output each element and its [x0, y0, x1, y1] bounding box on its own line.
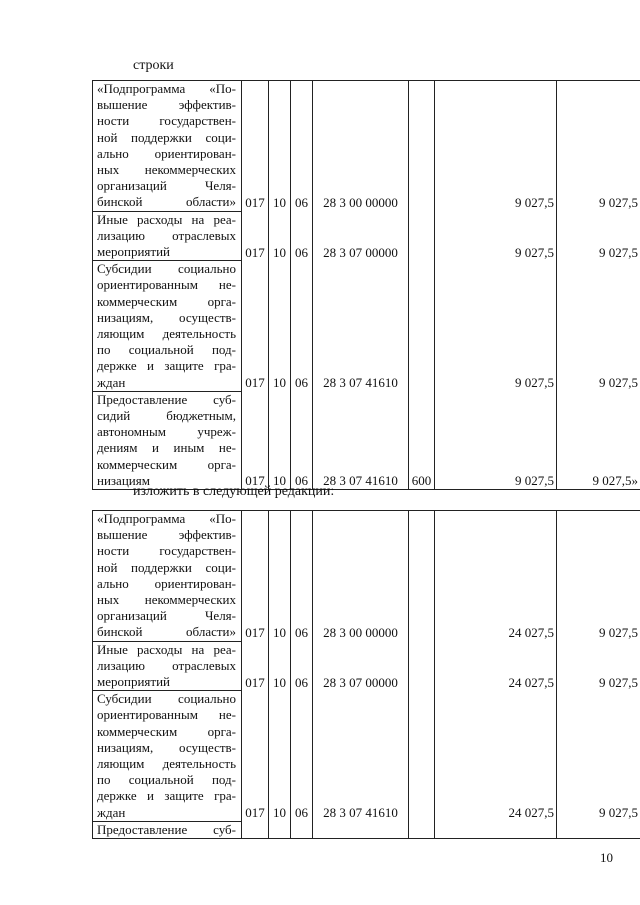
amount-year-2-cell: 9 027,5 — [557, 641, 640, 691]
expense-name-line: Предоставление суб- — [97, 821, 236, 837]
amount-year-1-cell: 9 027,5 — [435, 391, 557, 489]
replacement-instruction: изложить в следующей редакции: — [133, 484, 335, 499]
subsection-code-cell — [291, 821, 313, 838]
expense-name-cell — [93, 641, 242, 691]
expense-name-line: ориентированным не- — [97, 277, 236, 293]
expense-name-line: ных некоммерческих — [97, 592, 236, 608]
expense-name-line: ждан — [97, 374, 126, 390]
expense-name-line: низациям, осуществ- — [97, 309, 236, 325]
table-row — [93, 81, 640, 212]
expense-name-line: ной поддержки соци- — [97, 559, 236, 575]
page-number: 10 — [600, 850, 613, 865]
amount-year-1-cell — [435, 821, 557, 838]
target-article-code-cell: 28 3 07 00000 — [313, 641, 409, 691]
expense-name-cell — [93, 211, 242, 261]
amount-year-2-cell: 9 027,5 — [557, 691, 640, 822]
expense-name-line: лизацию отраслевых — [97, 227, 236, 243]
expense-name-line: Иные расходы на реа- — [97, 641, 236, 657]
expense-name-line: ально ориентирован- — [97, 575, 236, 591]
table-row — [93, 821, 640, 838]
expense-name-cell — [93, 821, 242, 838]
grbs-code-cell: 017 — [242, 81, 269, 212]
expense-type-code-cell — [409, 511, 435, 642]
expense-name-line: ально ориентирован- — [97, 145, 236, 161]
amount-year-1-cell: 9 027,5 — [435, 81, 557, 212]
expense-name-line: держке и защите гра- — [97, 788, 236, 804]
expense-name-line: Иные расходы на реа- — [97, 211, 236, 227]
expense-name-line: вышение эффектив- — [97, 527, 236, 543]
amount-year-2-cell — [557, 821, 640, 838]
table-row — [93, 261, 640, 392]
subsection-code-cell: 06 — [291, 81, 313, 212]
subsection-code-cell: 06 — [291, 691, 313, 822]
expense-name-cell — [93, 391, 242, 489]
expense-name-line: по социальной под- — [97, 772, 236, 788]
target-article-code-cell: 28 3 00 00000 — [313, 511, 409, 642]
expense-name-line: «Подпрограмма «По- — [97, 511, 236, 526]
grbs-code-cell: 017 — [242, 641, 269, 691]
target-article-code-cell: 28 3 07 41610 — [313, 691, 409, 822]
expense-name-line: бинской области» — [97, 194, 236, 210]
expense-name-cell — [93, 81, 242, 212]
expense-name-cell — [93, 511, 242, 642]
expense-name-cell — [93, 261, 242, 392]
expense-name-line: по социальной под- — [97, 342, 236, 358]
table-row — [93, 641, 640, 691]
expense-name-line: Субсидии социально — [97, 261, 236, 277]
expense-name-line: организаций Челя- — [97, 608, 236, 624]
expense-name-cell — [93, 691, 242, 822]
subsection-code-cell: 06 — [291, 211, 313, 261]
amount-year-1-cell: 24 027,5 — [435, 641, 557, 691]
grbs-code-cell: 017 — [242, 511, 269, 642]
grbs-code-cell: 017 — [242, 391, 269, 489]
expense-name-line: ности государствен- — [97, 113, 236, 129]
expense-type-code-cell — [409, 821, 435, 838]
target-article-code-cell: 28 3 07 41610 — [313, 261, 409, 392]
expense-type-code-cell — [409, 641, 435, 691]
target-article-code-cell — [313, 821, 409, 838]
expense-name-line: сидий бюджетным, — [97, 408, 236, 424]
expense-name-line: ориентированным не- — [97, 707, 236, 723]
expense-name-line: ляющим деятельность — [97, 326, 236, 342]
expense-name-line: «Подпрограмма «По- — [97, 81, 236, 96]
amount-year-2-cell: 9 027,5 — [557, 211, 640, 261]
expense-name-line: низациям — [97, 472, 150, 488]
section-code-cell: 10 — [269, 211, 291, 261]
grbs-code-cell: 017 — [242, 211, 269, 261]
target-article-code-cell: 28 3 07 41610 — [313, 391, 409, 489]
table-row — [93, 211, 640, 261]
expense-name-line: бинской области» — [97, 624, 236, 640]
expense-name-line: организаций Челя- — [97, 178, 236, 194]
expense-name-line: коммерческим орга- — [97, 723, 236, 739]
section-code-cell: 10 — [269, 511, 291, 642]
amount-year-2-cell: 9 027,5 — [557, 81, 640, 212]
amount-year-1-cell: 9 027,5 — [435, 261, 557, 392]
section-code-cell: 10 — [269, 691, 291, 822]
expense-name-line: низациям, осуществ- — [97, 739, 236, 755]
expense-type-code-cell — [409, 211, 435, 261]
expense-name-line: ности государствен- — [97, 543, 236, 559]
expense-name-line: ной поддержки соци- — [97, 129, 236, 145]
grbs-code-cell: 017 — [242, 261, 269, 392]
expense-name-line: мероприятий — [97, 244, 170, 260]
expense-name-line: Предоставление суб- — [97, 391, 236, 407]
expense-name-line: лизацию отраслевых — [97, 657, 236, 673]
expense-name-line: держке и защите гра- — [97, 358, 236, 374]
grbs-code-cell — [242, 821, 269, 838]
expense-name-line: коммерческим орга- — [97, 456, 236, 472]
budget-table-old — [92, 80, 640, 490]
amount-year-2-cell: 9 027,5» — [557, 391, 640, 489]
target-article-code-cell: 28 3 00 00000 — [313, 81, 409, 212]
expense-name-line: ляющим деятельность — [97, 756, 236, 772]
expense-type-code-cell — [409, 691, 435, 822]
subsection-code-cell: 06 — [291, 261, 313, 392]
table-row — [93, 511, 640, 642]
expense-type-code-cell — [409, 261, 435, 392]
expense-name-line: ных некоммерческих — [97, 162, 236, 178]
amount-year-1-cell: 9 027,5 — [435, 211, 557, 261]
expense-type-code-cell: 600 — [409, 391, 435, 489]
subsection-code-cell: 06 — [291, 511, 313, 642]
amount-year-2-cell: 9 027,5 — [557, 261, 640, 392]
expense-name-line: автономным учреж- — [97, 424, 236, 440]
amount-year-2-cell: 9 027,5 — [557, 511, 640, 642]
expense-name-line: ждан — [97, 804, 126, 820]
expense-type-code-cell — [409, 81, 435, 212]
grbs-code-cell: 017 — [242, 691, 269, 822]
section-code-cell: 10 — [269, 261, 291, 392]
expense-name-line: вышение эффектив- — [97, 97, 236, 113]
target-article-code-cell: 28 3 07 00000 — [313, 211, 409, 261]
section-code-cell: 10 — [269, 641, 291, 691]
expense-name-line: мероприятий — [97, 674, 170, 690]
amount-year-1-cell: 24 027,5 — [435, 691, 557, 822]
budget-table-new — [92, 510, 640, 839]
subsection-code-cell: 06 — [291, 641, 313, 691]
section-code-cell — [269, 821, 291, 838]
section-code-cell: 10 — [269, 391, 291, 489]
table-row — [93, 391, 640, 489]
expense-name-line: дениям и иным не- — [97, 440, 236, 456]
subsection-code-cell: 06 — [291, 391, 313, 489]
table-row — [93, 691, 640, 822]
amount-year-1-cell: 24 027,5 — [435, 511, 557, 642]
expense-name-line: коммерческим орга- — [97, 293, 236, 309]
expense-name-line: Субсидии социально — [97, 691, 236, 707]
section-code-cell: 10 — [269, 81, 291, 212]
intro-text: строки — [133, 58, 174, 73]
